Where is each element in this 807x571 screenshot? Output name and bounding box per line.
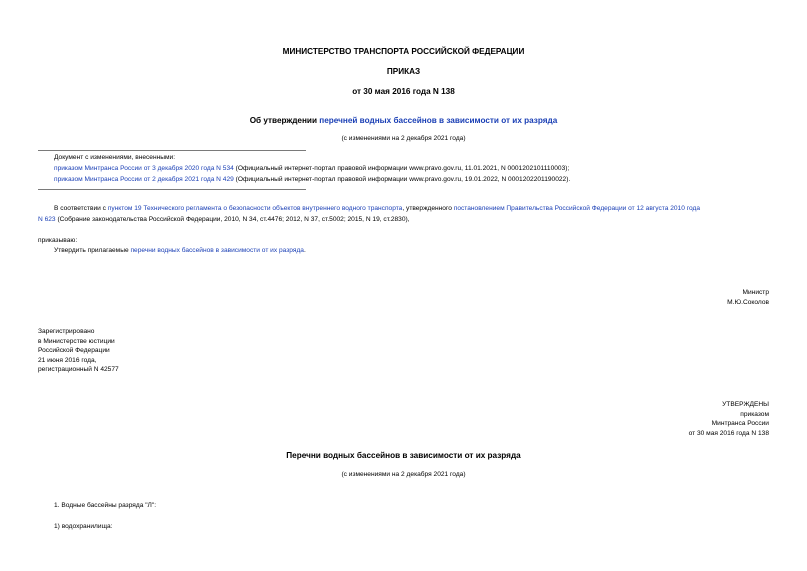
changes-intro: Документ с изменениями, внесенными: — [54, 154, 176, 161]
approved-line: приказом — [740, 410, 769, 418]
changes-top-divider — [38, 150, 306, 151]
signature-position: Министр — [742, 289, 769, 296]
preamble-text-3: (Собрание законодательства Российской Федерации, 2010, N 34, ст.4476; 2012, N 37, ст.5002; 2015, N 19, ст.2830), — [55, 216, 410, 223]
ministry-heading: МИНИСТЕРСТВО ТРАНСПОРТА РОССИЙСКОЙ ФЕДЕРАЦИИ — [282, 47, 525, 56]
registration-line: Российской Федерации — [38, 347, 110, 355]
list-item-1: 1. Водные бассейны разряда "Л": — [54, 502, 157, 509]
preamble-line-1 — [54, 204, 700, 214]
change-item-2 — [54, 175, 570, 185]
regulation-link[interactable]: пунктом 19 Технического регламента о безопасности объектов внутреннего водного транспорта — [107, 205, 403, 212]
order-text — [54, 246, 306, 256]
order-text-end: . — [303, 247, 306, 254]
approved-line: от 30 мая 2016 года N 138 — [688, 429, 769, 437]
document-title — [0, 116, 807, 126]
document-title-prefix: Об утверждении — [249, 116, 320, 125]
order-lists-link[interactable]: перечни водных бассейнов в зависимости от их разряда — [130, 247, 304, 254]
registration-line: 21 июня 2016 года, — [38, 356, 97, 364]
lists-amendment-note: (с изменениями на 2 декабря 2021 года) — [341, 471, 466, 478]
approved-line: Минтранса России — [711, 420, 769, 428]
preamble-text-2: , утвержденного — [402, 205, 454, 212]
approved-line: УТВЕРЖДЕНЫ — [722, 401, 769, 408]
registration-line: регистрационный N 42577 — [38, 366, 119, 374]
registration-line: в Министерстве юстиции — [38, 337, 115, 345]
signature-name: М.Ю.Соколов — [727, 299, 769, 306]
change-item-2-link[interactable]: приказом Минтранса России от 2 декабря 2021 года N 429 — [54, 176, 234, 183]
registration-line: Зарегистрировано — [38, 328, 95, 335]
amendment-note: (с изменениями на 2 декабря 2021 года) — [341, 135, 466, 142]
government-decree-link[interactable]: постановлением Правительства Российской Федерации от 12 августа 2010 года — [453, 205, 701, 212]
changes-bottom-divider — [38, 189, 306, 190]
decree-number-link[interactable]: N 623 — [38, 216, 56, 223]
change-item-1-link[interactable]: приказом Минтранса России от 3 декабря 2020 года N 534 — [54, 165, 234, 172]
order-text-prefix: Утвердить прилагаемые — [54, 247, 131, 254]
document-date-number: от 30 мая 2016 года N 138 — [352, 87, 455, 96]
preamble-text-1: В соответствии с — [54, 205, 108, 212]
registration-block — [38, 327, 119, 375]
lists-title: Перечни водных бассейнов в зависимости от их разряда — [286, 451, 521, 460]
document-title-link[interactable]: перечней водных бассейнов в зависимости от их разряда — [319, 116, 558, 125]
change-item-2-text: (Официальный интернет-портал правовой информации www.pravo.gov.ru, 19.01.2022, N 0001202201190022). — [233, 176, 571, 183]
approved-block — [689, 400, 769, 438]
list-subitem-1: 1) водохранилища: — [54, 523, 113, 530]
change-item-1-text: (Официальный интернет-портал правовой информации www.pravo.gov.ru, 11.01.2021, N 0001202101110003); — [233, 165, 570, 172]
document-type: ПРИКАЗ — [386, 67, 421, 76]
preamble-line-2 — [38, 215, 410, 225]
order-word: приказываю: — [38, 237, 78, 244]
change-item-1 — [54, 164, 569, 174]
